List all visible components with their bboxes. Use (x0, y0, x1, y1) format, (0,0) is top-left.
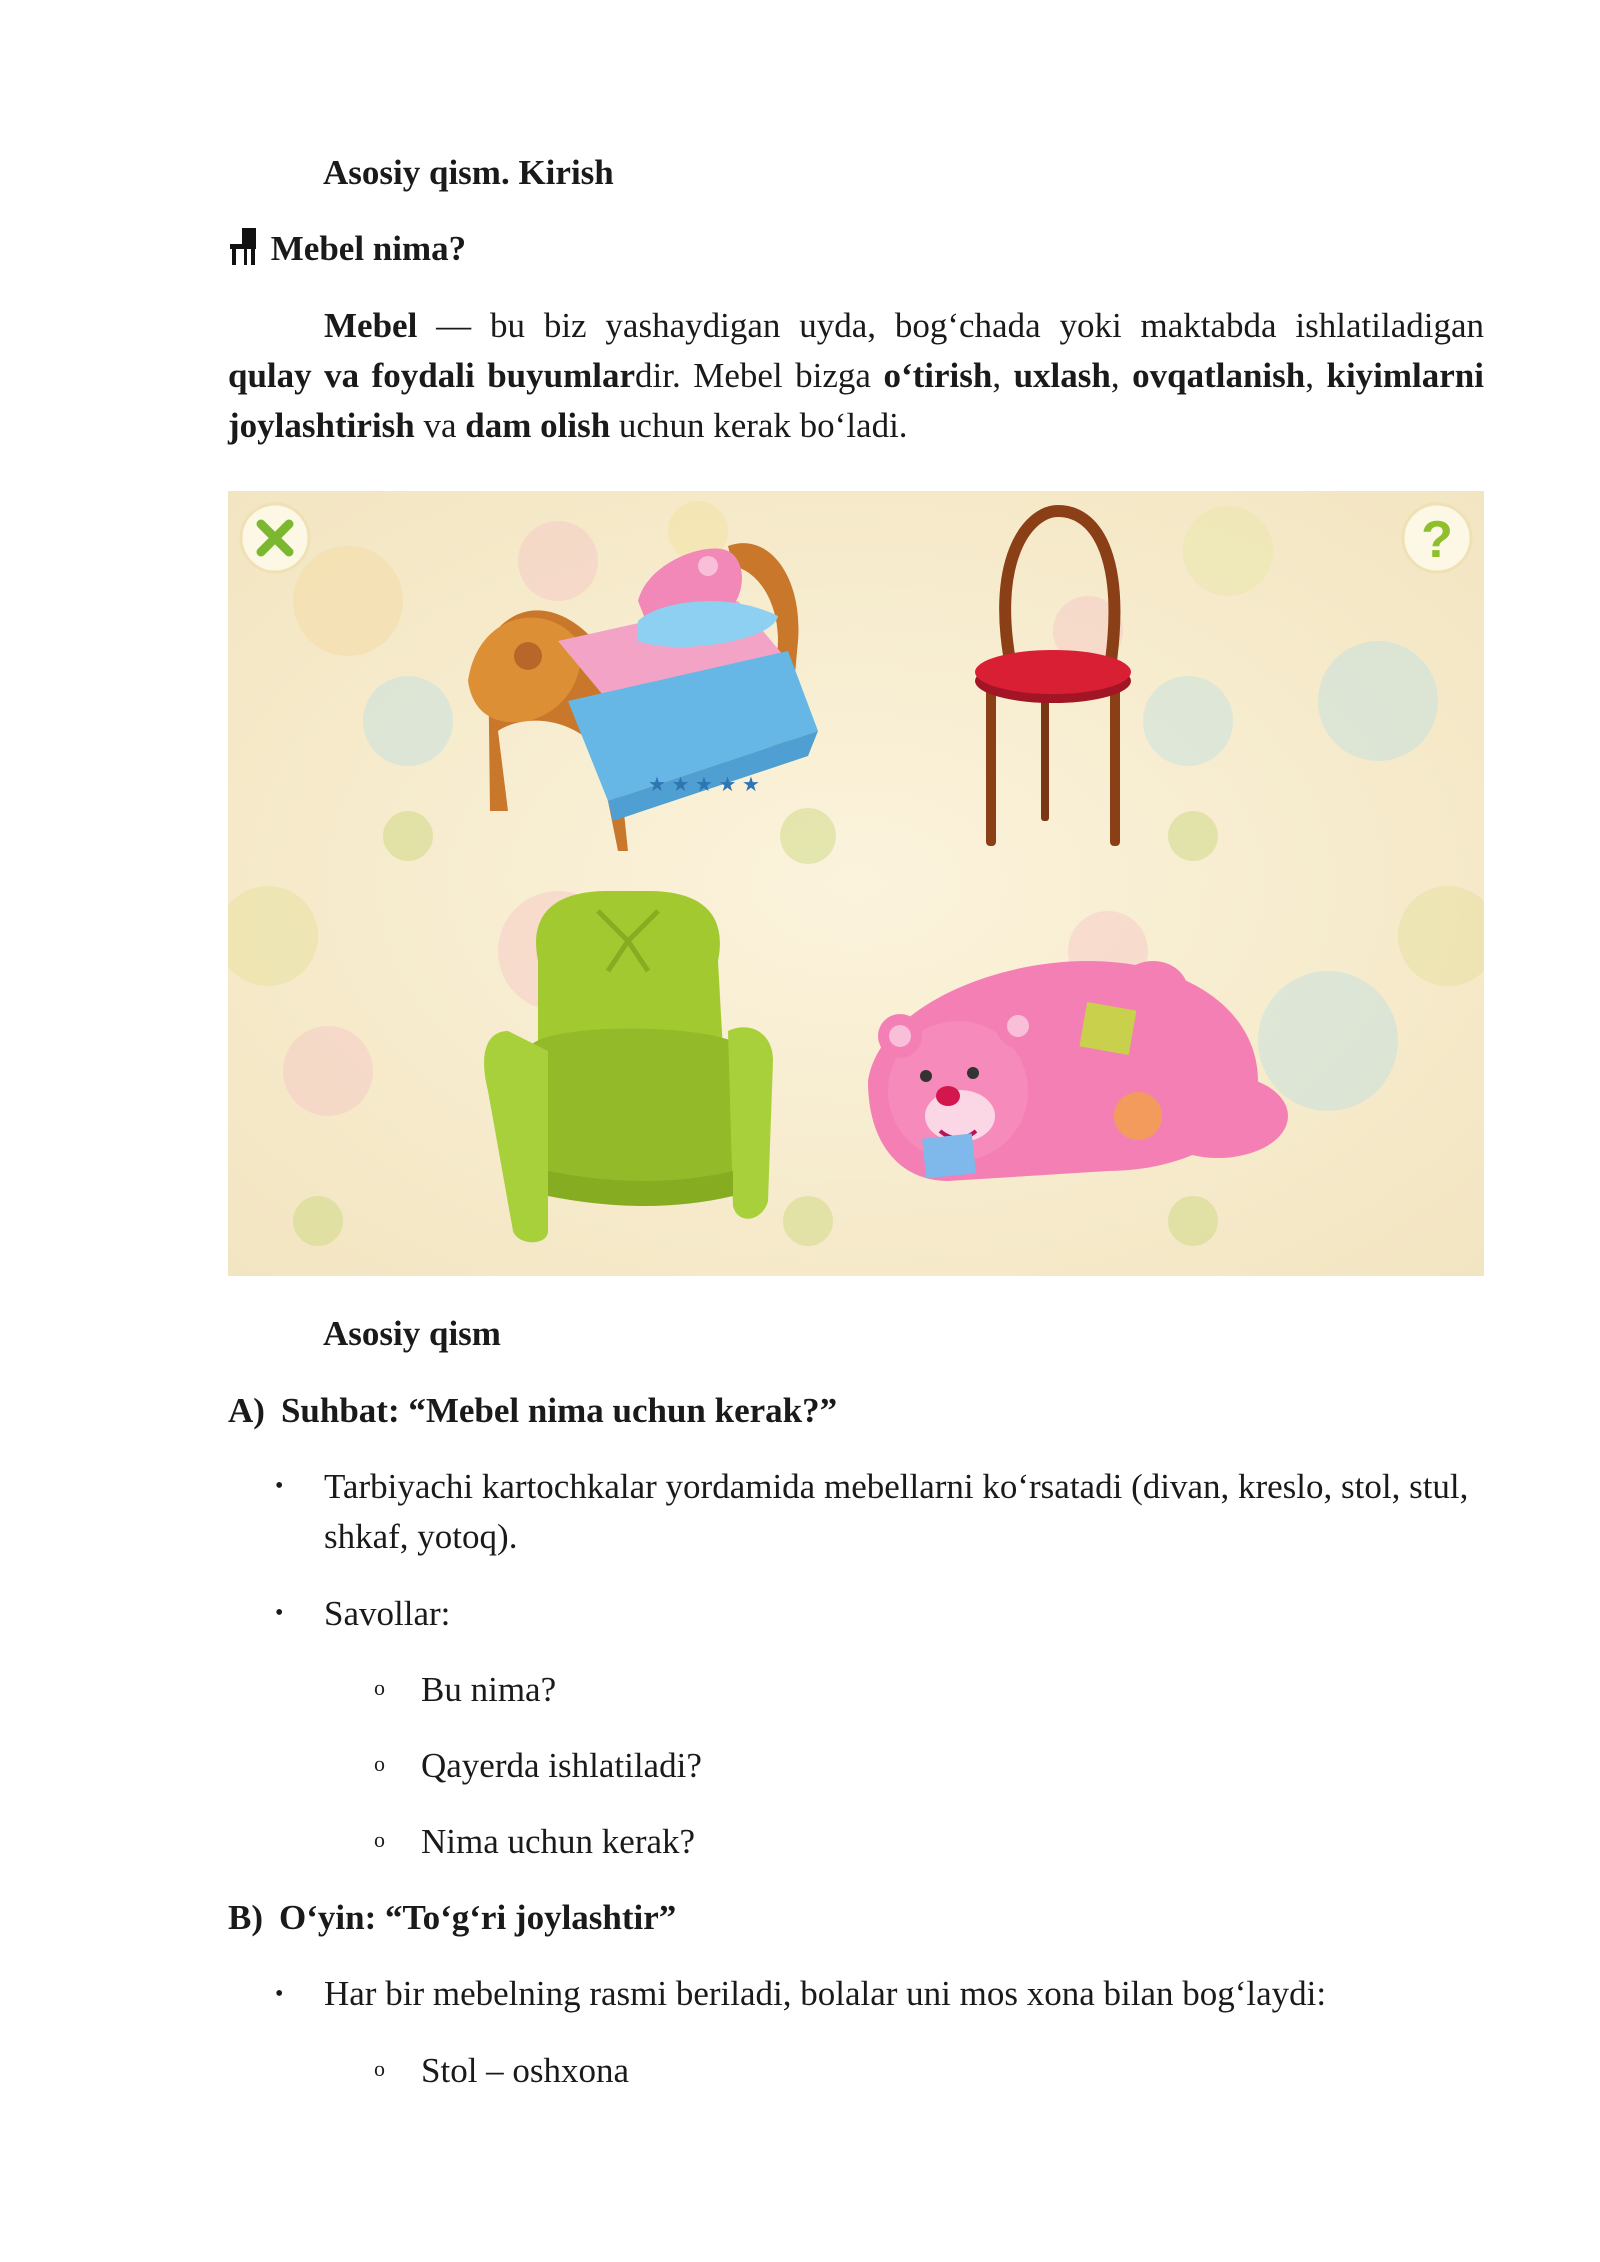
intro-text-1: — bu biz yashaydigan uyda, bog‘chada yoki maktabda ishlatiladigan (417, 306, 1484, 345)
question-item: Nima uchun kerak? (421, 1822, 696, 1861)
section-title: Asosiy qism (323, 1314, 501, 1353)
svg-text:★ ★ ★ ★ ★: ★ ★ ★ ★ ★ (648, 774, 760, 796)
intro-comma-3: , (1305, 356, 1327, 395)
pair-item: Stol – oshxona (421, 2051, 630, 2090)
intro-bold-2: o‘tirish (883, 356, 993, 395)
part-a-label: A) (228, 1391, 265, 1430)
bullet-marker: • (275, 1473, 284, 1499)
part-b-title: O‘yin: “To‘g‘ri joylashtir” (279, 1898, 677, 1937)
list-item: Har bir mebelning rasmi beriladi, bolalar uni mos xona bilan bog‘laydi: (324, 1974, 1327, 2013)
question-item: Bu nima? (421, 1670, 557, 1709)
part-a-title: Suhbat: “Mebel nima uchun kerak?” (280, 1391, 838, 1430)
intro-text-4: uchun kerak bo‘ladi. (610, 406, 908, 445)
intro-bold-5: kiyimlarni joylashtirish (228, 356, 1485, 445)
part-b-heading (228, 1893, 676, 1943)
intro-comma-1: , (992, 356, 1014, 395)
intro-paragraph (228, 301, 1484, 451)
sub-bullet-marker: o (374, 1751, 385, 1776)
intro-bold-4: ovqatlanish (1132, 356, 1306, 395)
close-icon (241, 504, 309, 572)
sub-bullet-marker: o (374, 1675, 385, 1700)
term-mebel: Mebel (324, 306, 418, 345)
intro-bold-3: uxlash (1013, 356, 1111, 395)
intro-comma-2: , (1110, 356, 1133, 395)
bullet-marker: • (275, 1981, 284, 2007)
intro-text-2: dir. Mebel bizga (635, 356, 884, 395)
sub-bullet-marker: o (374, 1827, 385, 1852)
question-icon (1403, 504, 1471, 572)
part-a-heading (228, 1386, 837, 1436)
intro-text-3: va (414, 406, 466, 445)
bullet-marker: • (275, 1600, 284, 1626)
heading-mebel-nima-text: Mebel nima? (270, 229, 467, 268)
list-item: Tarbiyachi kartochkalar yordamida mebellarni ko‘rsatadi (divan, kreslo, stol, stul, shkaf, yotoq). (324, 1467, 1469, 1556)
illustration-background (228, 491, 1484, 1276)
intro-bold-1: qulay va foydali buyumlar (228, 356, 636, 395)
heading-mebel-nima (228, 224, 466, 274)
part-b-label: B) (228, 1898, 263, 1937)
chair-icon (228, 226, 262, 266)
list-item: Savollar: (324, 1594, 451, 1633)
svg-text:?: ? (1421, 511, 1453, 569)
heading-kirish: Asosiy qism. Kirish (323, 153, 614, 192)
sub-bullet-marker: o (374, 2056, 385, 2081)
question-item: Qayerda ishlatiladi? (421, 1746, 702, 1785)
furniture-illustration (228, 491, 1484, 1276)
intro-bold-6: dam olish (465, 406, 611, 445)
